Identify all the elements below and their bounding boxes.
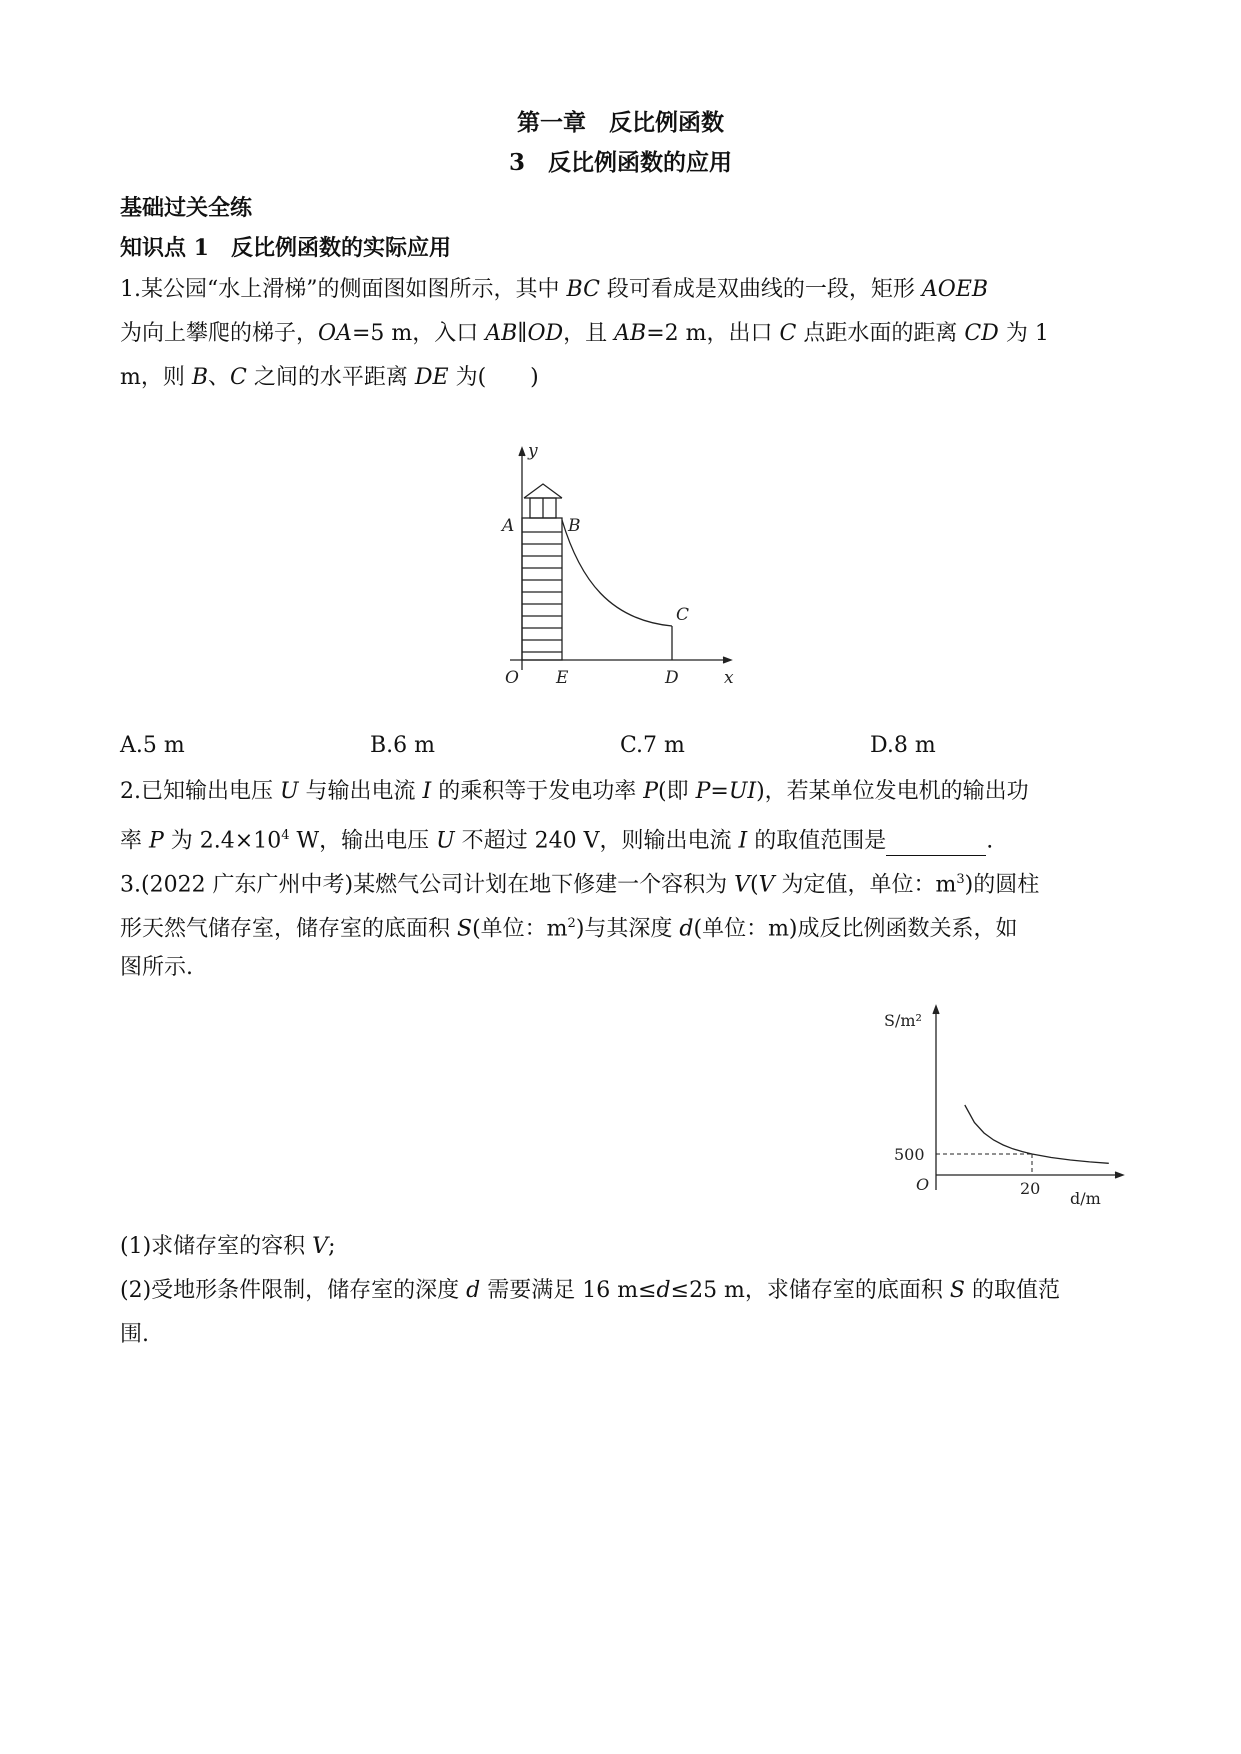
option-c[interactable]: C.7 m (620, 733, 685, 758)
chapter-title: 第一章 反比例函数 (517, 109, 724, 136)
curve-s-d (965, 1105, 1109, 1163)
q2-line2: 率 P 为 $2.4\times 10^4$ W，输出电压 U 不超过 240 V，则输出电流 I 的取值范围是 . (120, 821, 1130, 856)
chart-xtick: 20 (1020, 1179, 1041, 1198)
q1-line3: m，则 B、C 之间的水平距离 DE 为( ) (120, 365, 539, 390)
chart-origin: O (916, 1175, 930, 1194)
chart-xlabel: d/m (1070, 1189, 1101, 1208)
answer-blank[interactable] (886, 833, 986, 856)
label-o: O (505, 668, 519, 688)
label-y: y (528, 441, 538, 461)
chart-ylabel: S/m² (884, 1011, 922, 1030)
q3-sub2-line1: (2)受地形条件限制，储存室的深度 d 需要满足 16 m≤d≤25 m，求储存室的底面积 S 的取值范 (120, 1278, 1060, 1303)
slide-figure (480, 440, 740, 690)
option-d[interactable]: D.8 m (870, 733, 936, 758)
label-x: x (724, 668, 734, 688)
q3-line1: 3.(2022 广东广州中考)某燃气公司计划在地下修建一个容积为 V(V 为定值，单位：$m^3$)的圆柱 (120, 872, 1040, 898)
chart-ytick: 500 (894, 1145, 925, 1164)
option-a[interactable]: A.5 m (120, 733, 185, 758)
q1-line2: 为向上攀爬的梯子，OA=5 m，入口 AB∥OD，且 AB=2 m，出口 C 点距水面的距离 CD 为 1 (120, 321, 1049, 346)
q3-line2: 形天然气储存室，储存室的底面积 S(单位：$m^2$)与其深度 d(单位：m)成反比例函数关系，如 (120, 916, 1018, 942)
label-a: A (502, 516, 515, 536)
section-heading: 基础过关全练 (120, 195, 253, 221)
section-title: 3 反比例函数的应用 (508, 149, 732, 176)
s-d-chart (880, 1000, 1130, 1210)
q3-line3: 图所示. (120, 955, 193, 980)
q2-line1: 2.已知输出电压 U 与输出电流 I 的乘积等于发电功率 P(即 P=UI)，若某单位发电机的输出功 (120, 779, 1029, 804)
ladder-rect (522, 518, 562, 660)
q3-sub2-line2: 围. (120, 1322, 149, 1347)
label-b: B (568, 516, 581, 536)
q1-line1: 1.某公园“水上滑梯”的侧面图如图所示，其中 BC 段可看成是双曲线的一段，矩形 AOEB (120, 277, 989, 302)
knowledge-point-heading: 知识点 1 反比例函数的实际应用 (120, 235, 451, 261)
label-c: C (676, 605, 690, 625)
label-d: D (665, 668, 679, 688)
label-e: E (556, 668, 569, 688)
option-b[interactable]: B.6 m (370, 733, 436, 758)
q3-sub1: (1)求储存室的容积 V; (120, 1234, 336, 1259)
hut-roof (524, 484, 562, 498)
